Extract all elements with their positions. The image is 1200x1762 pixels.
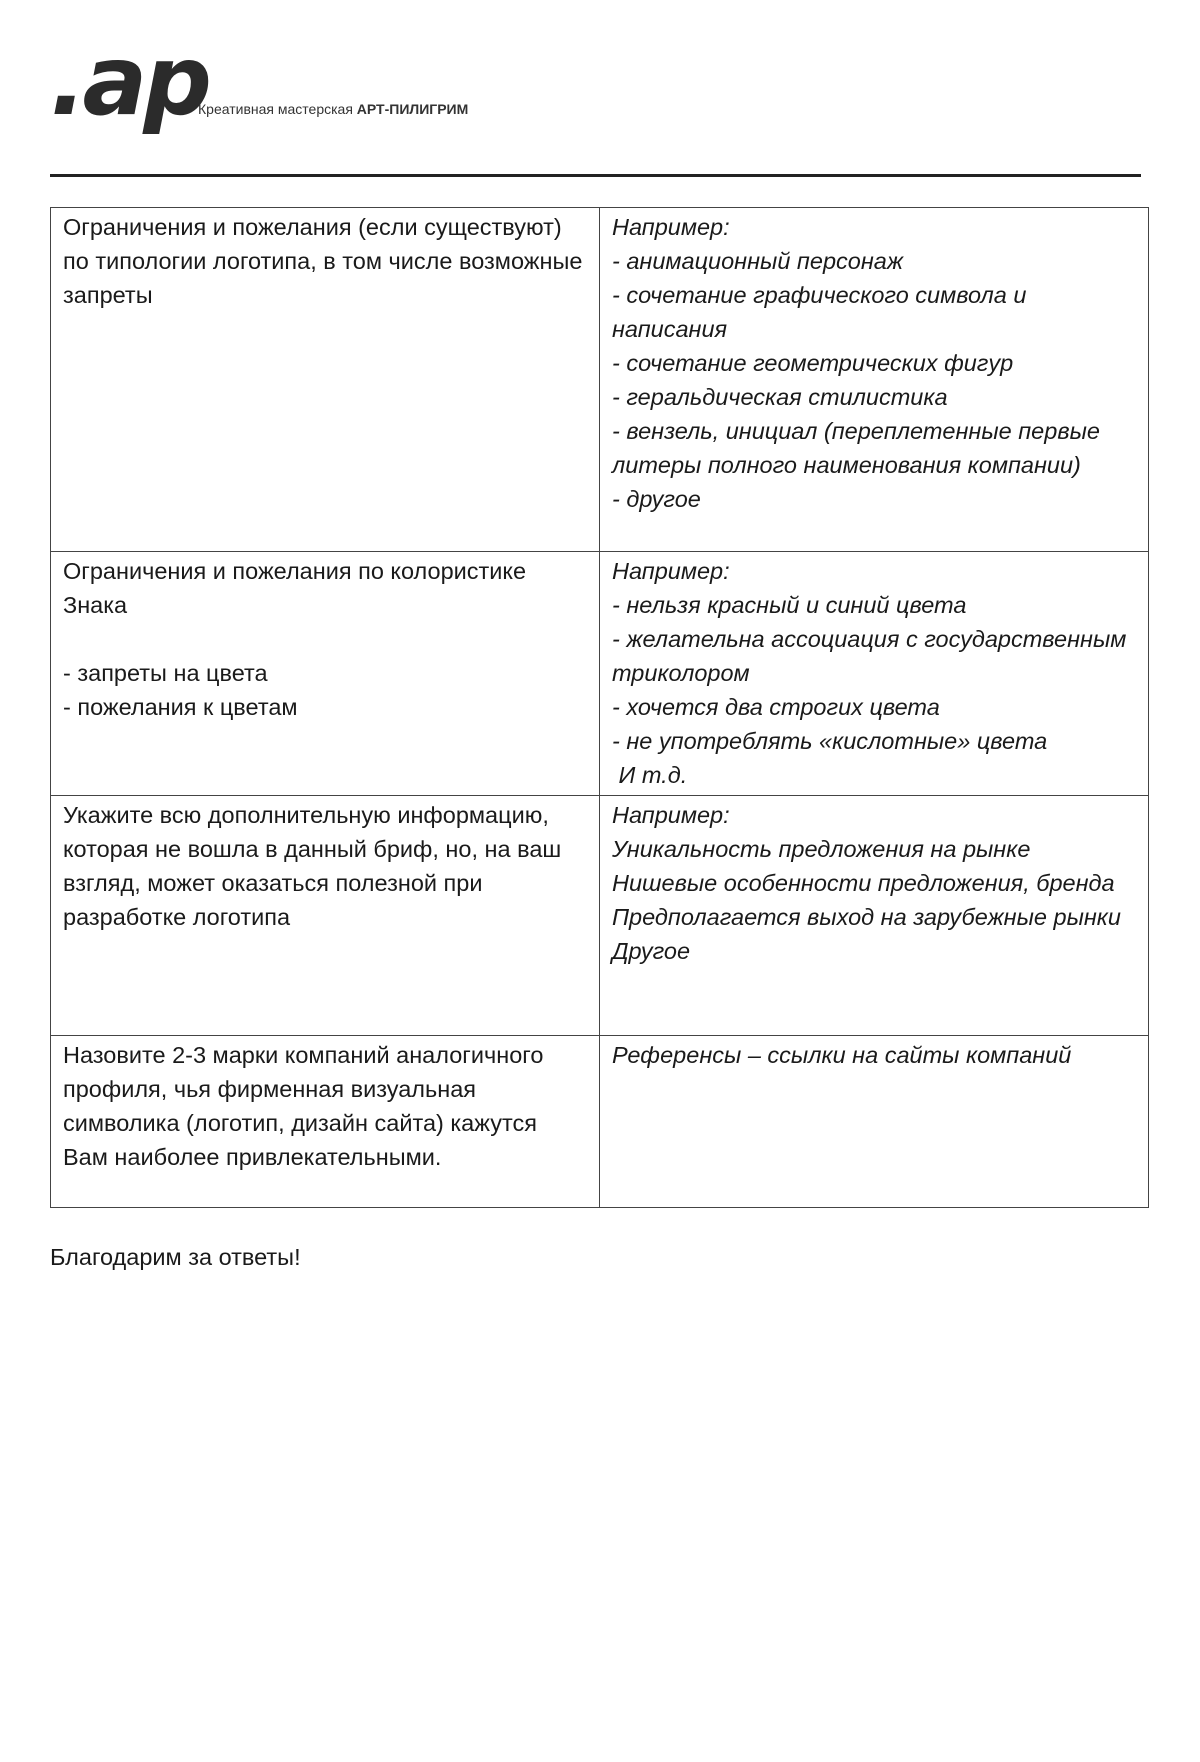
question-text: Назовите 2-3 марки компаний аналогичного профиля, чья фирменная визуальная символика (логотип, дизайн сайта) кажутся Вам наиболее привлекательными. <box>63 1042 550 1170</box>
question-text: Укажите всю дополнительную информацию, которая не вошла в данный бриф, но, на ваш взгляд, может оказаться полезной при разработке логотипа <box>63 802 568 930</box>
table-row <box>51 1036 1149 1208</box>
table-row <box>51 552 1149 796</box>
answer-line: Например: <box>612 802 730 828</box>
answer-line: - сочетание графического символа и написания <box>612 282 1033 342</box>
answer-line: - анимационный персонаж <box>612 248 903 274</box>
company-logo <box>50 25 208 155</box>
question-cell <box>51 208 600 552</box>
question-text: Ограничения и пожелания (если существуют) по типологии логотипа, в том числе возможные запреты <box>63 214 589 308</box>
answer-line: И т.д. <box>612 762 688 788</box>
answer-line: Уникальность предложения на рынке <box>612 836 1031 862</box>
answer-line: - геральдическая стилистика <box>612 384 948 410</box>
page-header <box>50 25 1150 175</box>
answer-line: - не употреблять «кислотные» цвета <box>612 728 1048 754</box>
company-name <box>198 101 468 117</box>
answer-line: Например: <box>612 558 730 584</box>
table-row <box>51 796 1149 1036</box>
company-brand: АРТ-ПИЛИГРИМ <box>356 101 469 117</box>
brief-table <box>50 207 1149 1208</box>
answer-line: - желательна ассоциация с государственным триколором <box>612 626 1133 686</box>
question-cell <box>51 796 600 1036</box>
answer-line: - нельзя красный и синий цвета <box>612 592 967 618</box>
company-prefix: Креативная мастерская <box>198 101 357 117</box>
blank-line <box>63 622 587 656</box>
answer-line: - сочетание геометрических фигур <box>612 350 1014 376</box>
answer-cell <box>600 208 1149 552</box>
answer-line: - другое <box>612 486 701 512</box>
answer-line: Нишевые особенности предложения, бренда <box>612 870 1115 896</box>
question-text: Ограничения и пожелания по колористике Знака <box>63 558 533 618</box>
answer-line: - вензель, инициал (переплетенные первые литеры полного наименования компании) <box>612 418 1107 478</box>
question-item: - запреты на цвета <box>63 660 268 686</box>
answer-line: - хочется два строгих цвета <box>612 694 940 720</box>
logo-mark: .ap <box>50 25 208 137</box>
answer-line: Другое <box>612 938 691 964</box>
answer-cell <box>600 1036 1149 1208</box>
question-cell <box>51 552 600 796</box>
question-item: - пожелания к цветам <box>63 694 298 720</box>
header-divider <box>50 174 1141 177</box>
answer-cell <box>600 552 1149 796</box>
answer-line: Предполагается выход на зарубежные рынки <box>612 904 1121 930</box>
answer-line: Референсы – ссылки на сайты компаний <box>612 1042 1072 1068</box>
table-row <box>51 208 1149 552</box>
closing-thanks: Благодарим за ответы! <box>50 1244 301 1270</box>
answer-cell <box>600 796 1149 1036</box>
question-cell <box>51 1036 600 1208</box>
answer-line: Например: <box>612 214 730 240</box>
